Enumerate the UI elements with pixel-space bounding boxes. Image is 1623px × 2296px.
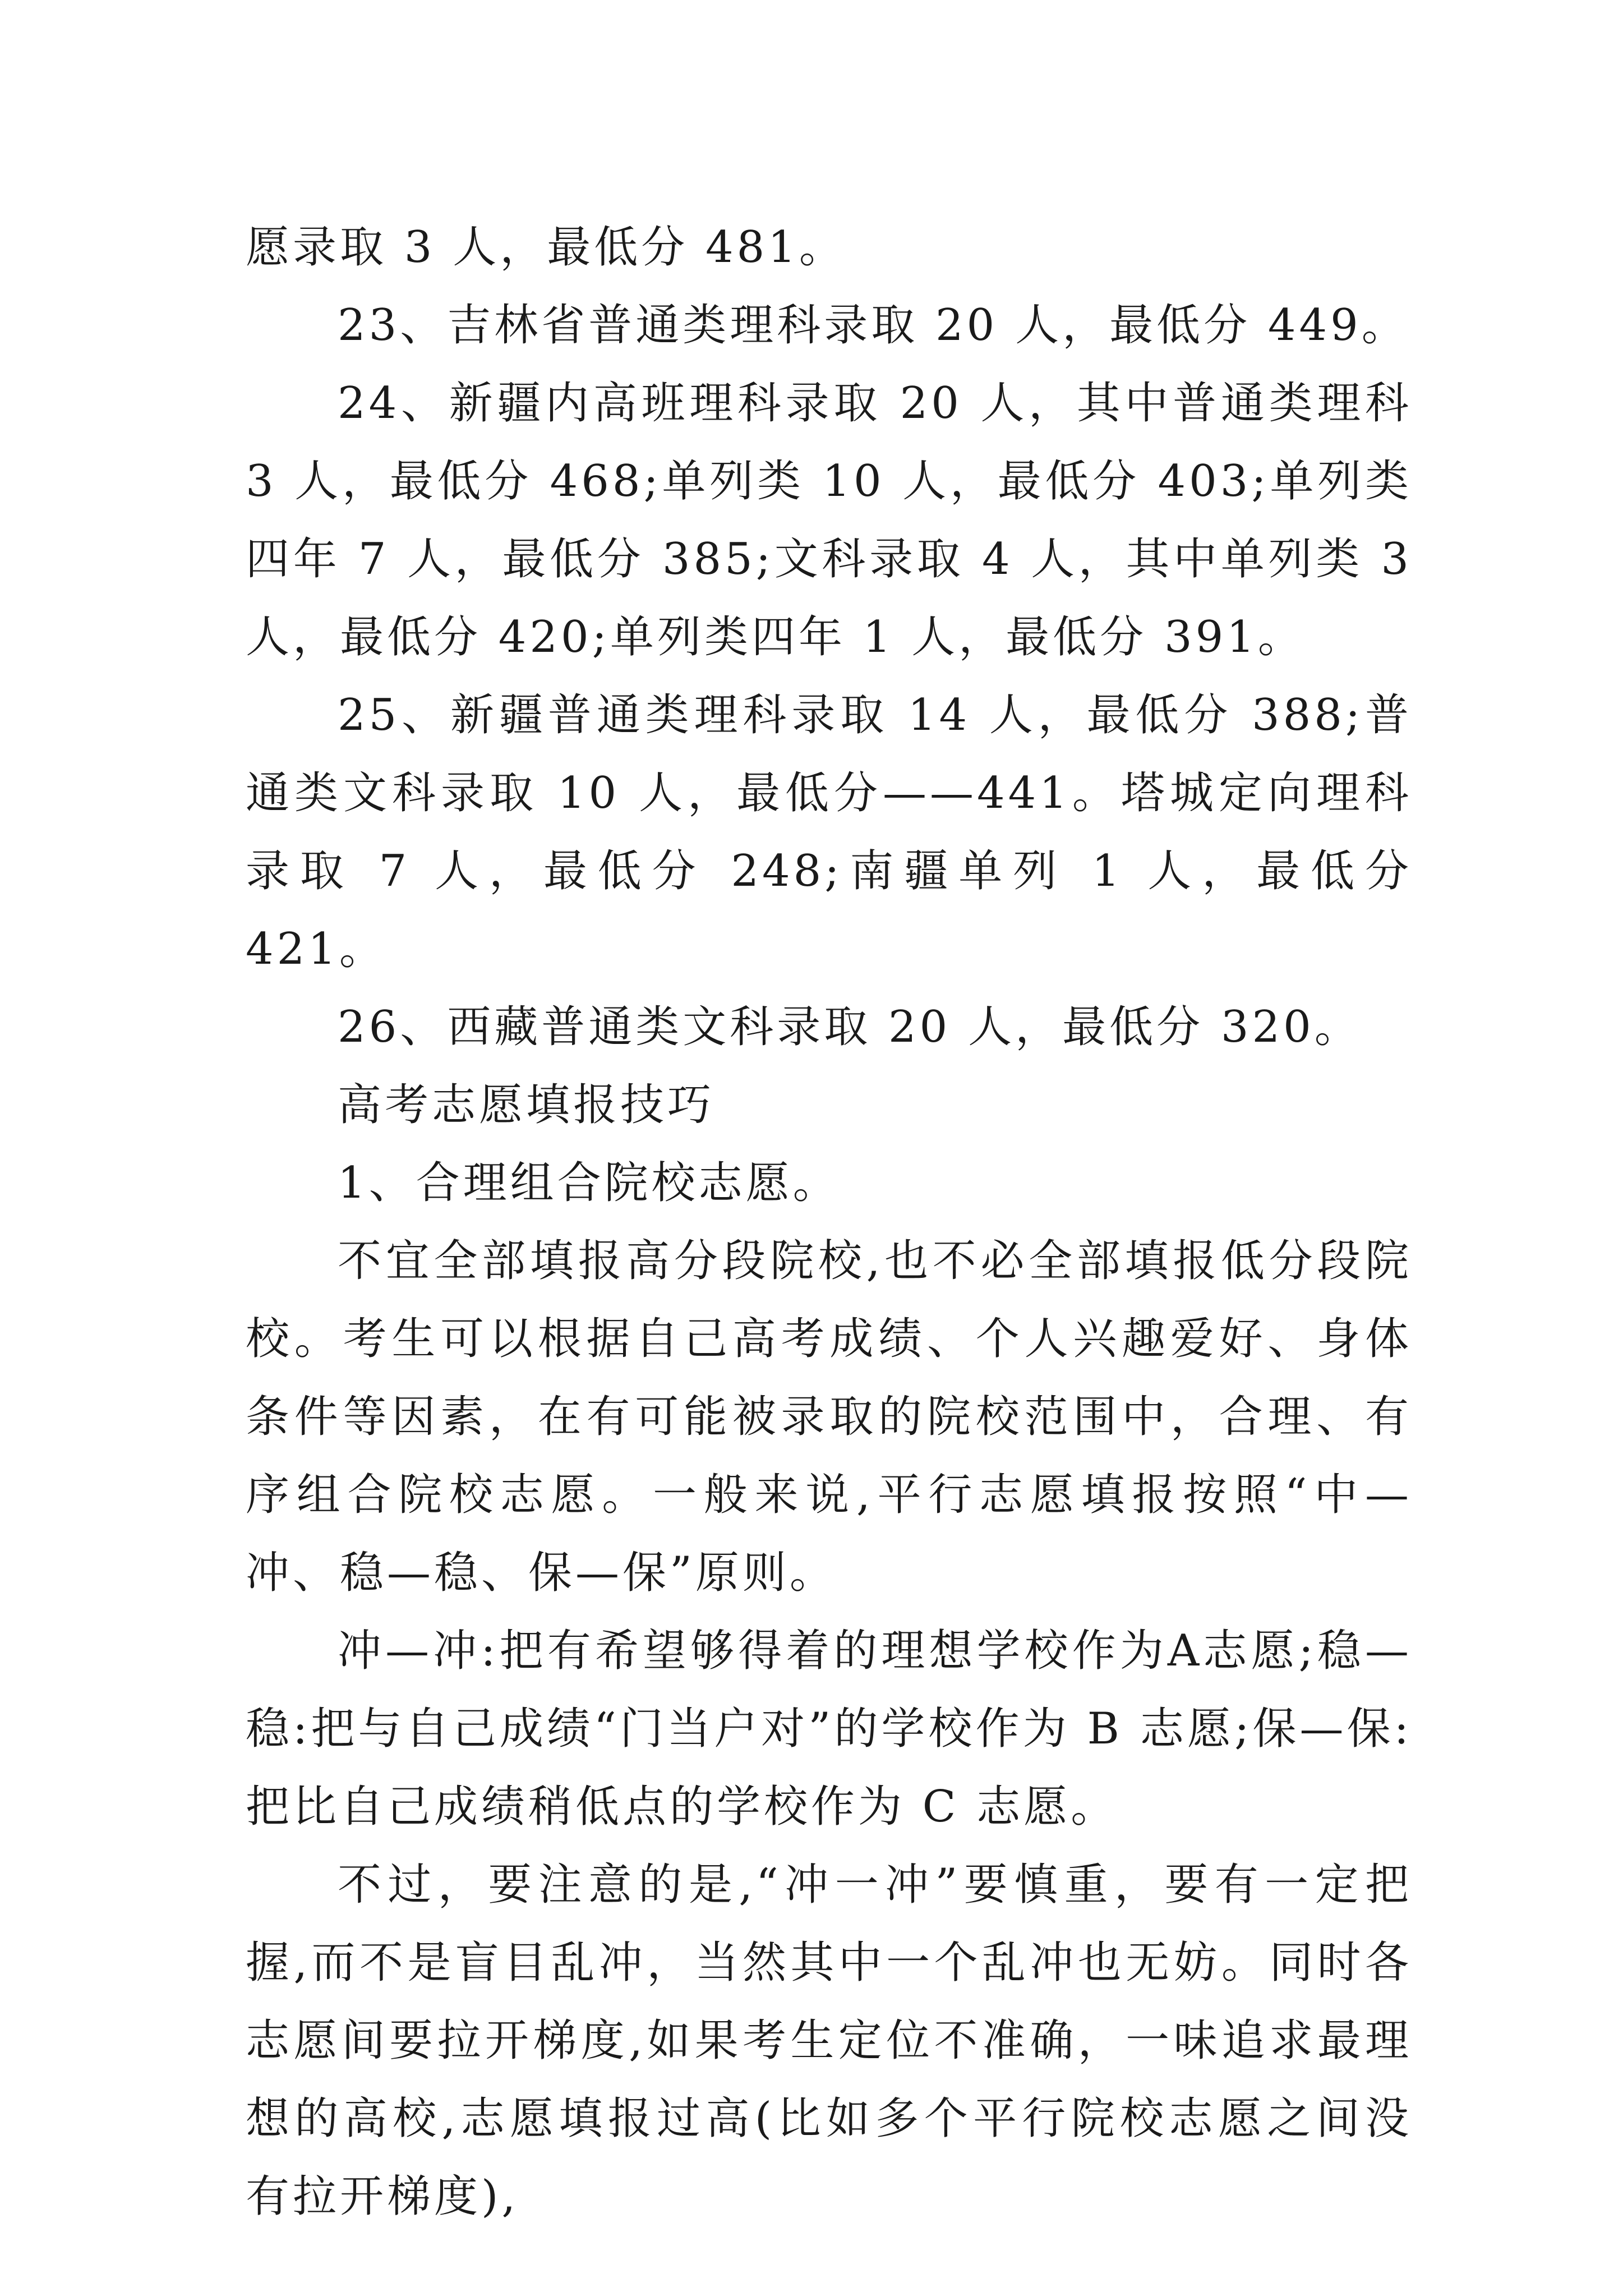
paragraph: 24、新疆内高班理科录取 20 人，其中普通类理科 3 人，最低分 468;单列类 10 人，最低分 403;单列类四年 7 人，最低分 385;文科录取 4 人，其中单列类 3 人，最低分 420;单列类四年 1 人，最低分 391。 (246, 378, 1412, 662)
paragraph: 26、西藏普通类文科录取 20 人，最低分 320。 (338, 1002, 1362, 1052)
paragraph: 不过，要注意的是,“冲一冲”要慎重，要有一定把握,而不是盲目乱冲，当然其中一个乱冲也无妨。同时各志愿间要拉开梯度,如果考生定位不准确，一味追求最理想的高校,志愿填报过高(比如多个平行院校志愿之间没有拉开梯度), (246, 1860, 1412, 2222)
section-heading: 高考志愿填报技巧 (338, 1080, 715, 1130)
paragraph: 不宜全部填报高分段院校,也不必全部填报低分段院校。考生可以根据自己高考成绩、个人兴趣爱好、身体条件等因素，在有可能被录取的院校范围中，合理、有序组合院校志愿。一般来说,平行志愿填报按照“中—冲、稳—稳、保—保”原则。 (246, 1236, 1412, 1598)
paragraph: 愿录取 3 人，最低分 481。 (246, 222, 846, 273)
document-body (246, 209, 1412, 2236)
paragraph: 23、吉林省普通类理科录取 20 人，最低分 449。 (338, 300, 1409, 351)
paragraph: 1、合理组合院校志愿。 (338, 1158, 840, 1208)
paragraph: 冲—冲:把有希望够得着的理想学校作为A志愿;稳—稳:把与自己成绩“门当户对”的学校作为 B 志愿;保—保:把比自己成绩稍低点的学校作为 C 志愿。 (246, 1626, 1412, 1832)
paragraph: 25、新疆普通类理科录取 14 人，最低分 388;普通类文科录取 10 人，最低分——441。塔城定向理科录取 7 人，最低分 248;南疆单列 1 人，最低分 421。 (246, 690, 1412, 974)
